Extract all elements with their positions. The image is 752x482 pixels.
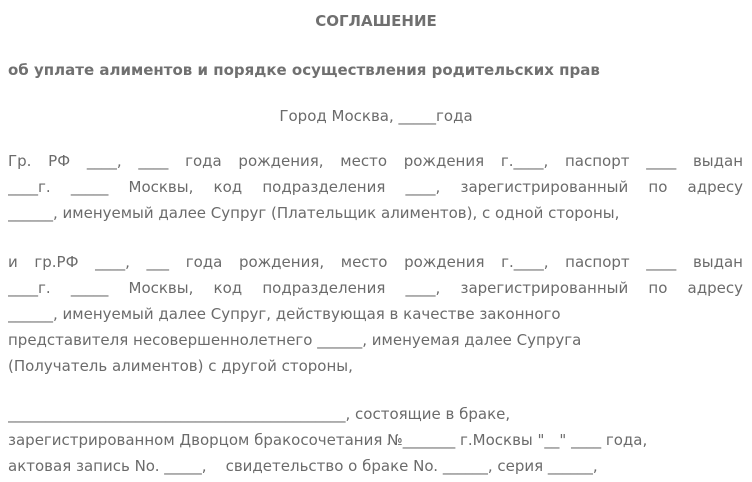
paragraph-payer — [8, 148, 743, 226]
paragraph-line: представителя несовершеннолетнего ______, именуемая далее Супруга — [8, 331, 582, 349]
paragraph-line: актовая запись No. _____, свидетельство о браке No. ______, серия ______, — [8, 457, 598, 475]
paragraph-line: ______, именуемый далее Супруг (Плательщик алиментов), с одной стороны, — [8, 204, 620, 222]
paragraph-line: (Получатель алиментов) с другой стороны, — [8, 357, 353, 375]
city-date-line: Город Москва, _____года — [279, 107, 473, 125]
paragraph-recipient — [8, 249, 743, 379]
paragraph-line: ______, именуемый далее Супруг, действующая в качестве законного — [8, 305, 561, 323]
paragraph-line: _____________________________________________, состоящие в браке, — [8, 405, 511, 423]
paragraph-line: ____г. _____ Москвы, код подразделения ____, зарегистрированный по адресу — [8, 178, 743, 196]
paragraph-marriage — [8, 401, 743, 479]
paragraph-line: ____г. _____ Москвы, код подразделения ____, зарегистрированный по адресу — [8, 279, 743, 297]
paragraph-line: зарегистрированном Дворцом бракосочетания №_______ г.Москвы "__" ____ года, — [8, 431, 648, 449]
document-title: СОГЛАШЕНИЕ — [315, 12, 437, 30]
paragraph-line: Гр. РФ ____, ____ года рождения, место рождения г.____, паспорт ____ выдан — [8, 152, 743, 170]
document-subtitle: об уплате алиментов и порядке осуществления родительских прав — [8, 61, 600, 79]
paragraph-line: и гр.РФ ____, ___ года рождения, место рождения г.____, паспорт ____ выдан — [8, 253, 743, 271]
